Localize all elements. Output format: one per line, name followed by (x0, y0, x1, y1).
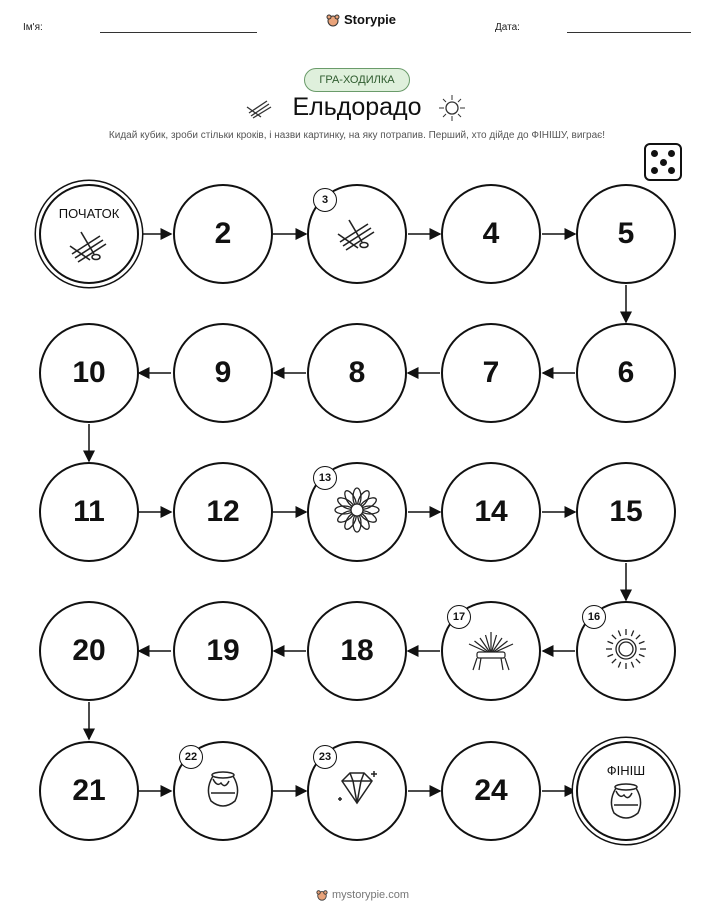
cell-number: 3 (313, 188, 337, 212)
board-cell (307, 184, 407, 284)
board-cell (307, 601, 407, 701)
board-cell (576, 741, 676, 841)
footer-url: mystorypie.com (332, 889, 410, 901)
board-cell (441, 462, 541, 562)
cell-number: 7 (482, 356, 500, 389)
board-cell (39, 184, 139, 284)
cell-number: 9 (214, 356, 232, 389)
board-cell (39, 323, 139, 423)
cell-number: 5 (617, 217, 635, 250)
diamond-icon (332, 767, 382, 816)
board-cell (173, 741, 273, 841)
board-cell (441, 741, 541, 841)
cell-number: 18 (340, 634, 374, 667)
board-cell (173, 323, 273, 423)
board-cell (39, 601, 139, 701)
board-cell (307, 462, 407, 562)
game-type-badge: ГРА-ХОДИЛКА (304, 68, 410, 92)
board-cell (173, 462, 273, 562)
flower-icon (334, 487, 380, 538)
board-cell (39, 741, 139, 841)
date-label: Дата: (495, 22, 520, 33)
board-cell (441, 323, 541, 423)
cell-number: 8 (348, 356, 366, 389)
cell-number: 24 (474, 774, 508, 807)
instructions: Кидай кубик, зроби стільки кроків, і назви картинку, на яку потрапив. Перший, хто дійде до ФІНІШУ, виграє! (108, 130, 606, 141)
board-cell (441, 184, 541, 284)
cell-number: 12 (206, 495, 240, 528)
raft-icon (334, 212, 380, 257)
honey-pot-icon (604, 779, 648, 828)
name-label: Ім'я: (23, 22, 43, 33)
board-cell (307, 323, 407, 423)
board-cell (576, 184, 676, 284)
cell-number: 19 (206, 634, 240, 667)
cell-number: 6 (617, 356, 635, 389)
cell-label: ФІНІШ (606, 763, 646, 778)
cell-number: 13 (313, 466, 337, 490)
board-cell (173, 601, 273, 701)
cell-label: ПОЧАТОК (58, 206, 120, 221)
honey-pot-icon (201, 767, 245, 816)
board-cell (576, 601, 676, 701)
sun-icon (603, 626, 649, 677)
footer (316, 889, 409, 901)
board-cell (576, 323, 676, 423)
cell-number: 14 (474, 495, 508, 528)
brand-name: Storypie (344, 12, 397, 27)
cell-number: 20 (72, 634, 106, 667)
bear-icon (316, 889, 328, 901)
cell-number: 15 (609, 495, 643, 528)
raft-icon (66, 224, 112, 269)
cell-number: 21 (72, 774, 106, 807)
headdress-icon (465, 624, 517, 679)
cell-number: 23 (313, 745, 337, 769)
cell-number: 17 (447, 605, 471, 629)
cell-number: 22 (179, 745, 203, 769)
board-cell (173, 184, 273, 284)
cell-number: 2 (214, 217, 232, 250)
cell-number: 10 (72, 356, 106, 389)
cell-number: 4 (482, 217, 500, 250)
board-cell (576, 462, 676, 562)
cell-number: 11 (73, 495, 105, 528)
board-cell (441, 601, 541, 701)
page-title: Ельдорадо (292, 93, 422, 121)
cell-number: 16 (582, 605, 606, 629)
board-cell (307, 741, 407, 841)
board-cell (39, 462, 139, 562)
